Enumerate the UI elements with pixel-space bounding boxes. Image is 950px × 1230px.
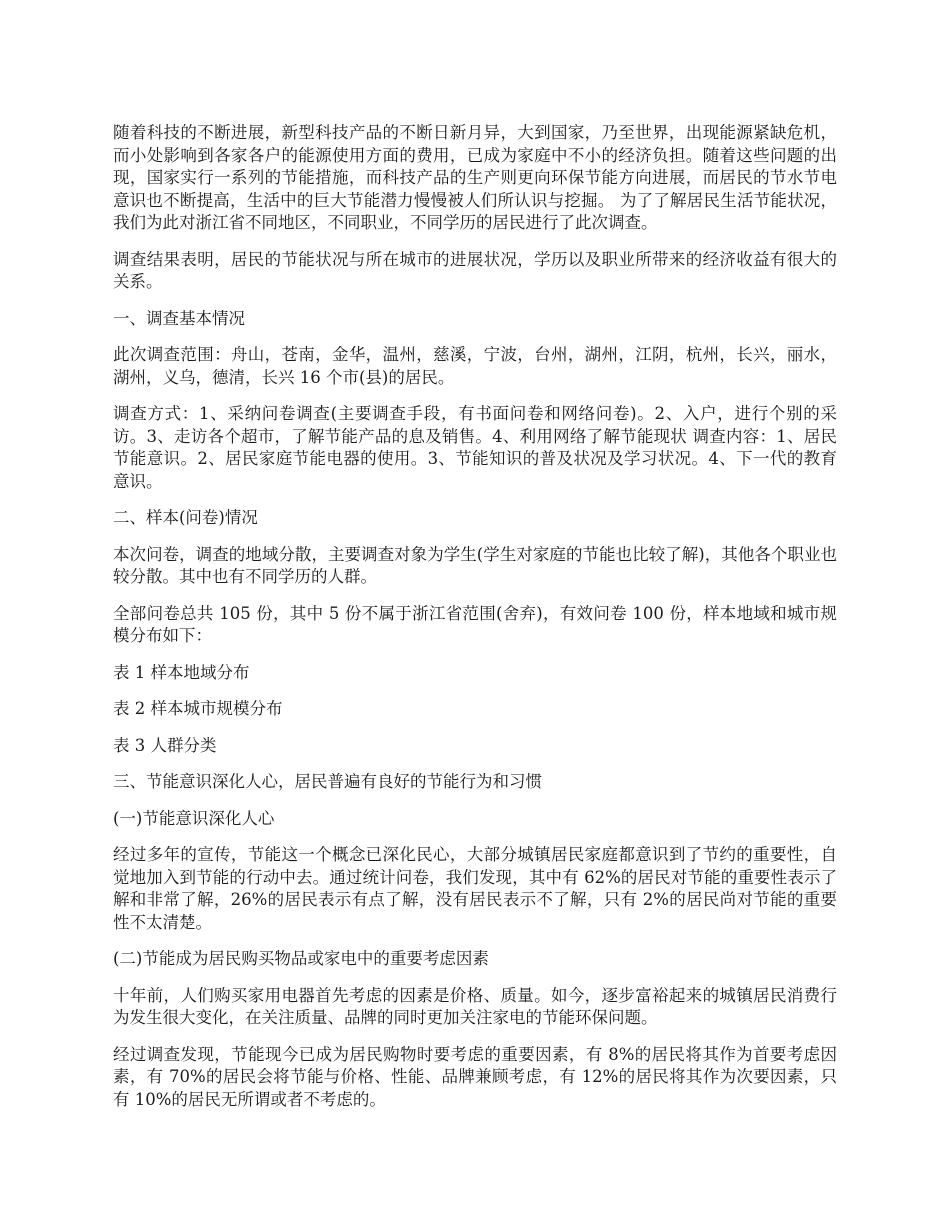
purchase-findings-paragraph: 经过调查发现，节能现今已成为居民购物时要考虑的重要因素，有 8%的居民将其作为首要考虑因素，有 70%的居民会将节能与价格、性能、品牌兼顾考虑，有 12%的居民将其作为次要因素，只有 10%的居民无所谓或者不考虑的。 <box>113 1044 837 1109</box>
table-caption-1: 表 1 样本地域分布 <box>113 662 250 682</box>
survey-scope-paragraph: 此次调查范围：舟山，苍南，金华，温州，慈溪，宁波，台州，湖州，江阴，杭州，长兴，丽水，湖州，义乌，德清，长兴 16 个市(县)的居民。 <box>113 345 837 387</box>
subsection-heading-2: (二)节能成为居民购买物品或家电中的重要考虑因素 <box>113 949 489 968</box>
awareness-paragraph: 经过多年的宣传，节能这一个概念已深化民心，大部分城镇居民家庭都意识到了节约的重要性，自觉地加入到节能的行动中去。通过统计问卷，我们发现，其中有 62%的居民对节能的重要性表示了解和非常了解，26%的居民表示有点了解，没有居民表示不了解，只有 2%的居民尚对节能的重要性不太清楚。 <box>113 845 837 932</box>
section-heading-2: 二、样本(问卷)情况 <box>113 508 258 527</box>
document-body <box>113 122 837 1125</box>
sample-paragraph: 本次问卷，调查的地域分散，主要调查对象为学生(学生对家庭的节能也比较了解)，其他各个职业也较分散。其中也有不同学历的人群。 <box>113 544 837 586</box>
section-heading-1: 一、调查基本情况 <box>113 308 245 328</box>
survey-method-paragraph: 调查方式：1、采纳问卷调查(主要调查手段，有书面问卷和网络问卷)。2、入户，进行个别的采访。3、走访各个超市，了解节能产品的息及销售。4、利用网络了解节能现状 调查内容：1、居民节能意识。2、居民家庭节能电器的使用。3、节能知识的普及状况及学习状况。4、下一代的教育意识。 <box>113 404 837 491</box>
questionnaire-count-paragraph: 全部问卷总共 105 份，其中 5 份不属于浙江省范围(舍弃)，有效问卷 100 份，样本地域和城市规模分布如下： <box>113 603 837 645</box>
summary-paragraph: 调查结果表明，居民的节能状况与所在城市的进展状况，学历以及职业所带来的经济收益有很大的关系。 <box>113 249 837 291</box>
section-heading-3: 三、节能意识深化人心，居民普遍有良好的节能行为和习惯 <box>113 772 542 791</box>
subsection-heading-1: (一)节能意识深化人心 <box>113 808 275 828</box>
table-caption-3: 表 3 人群分类 <box>113 735 217 755</box>
table-caption-2: 表 2 样本城市规模分布 <box>113 699 283 718</box>
intro-paragraph: 随着科技的不断进展，新型科技产品的不断日新月异，大到国家，乃至世界，出现能源紧缺危机，而小处影响到各家各户的能源使用方面的费用，已成为家庭中不小的经济负担。随着这些问题的出现，国家实行一系列的节能措施，而科技产品的生产则更向环保节能方向进展，而居民的节水节电意识也不断提高，生活中的巨大节能潜力慢慢被人们所认识与挖掘。 为了了解居民生活节能状况，我们为此对浙江省不同地区，不同职业，不同学历的居民进行了此次调查。 <box>113 123 837 232</box>
purchase-history-paragraph: 十年前，人们购买家用电器首先考虑的因素是价格、质量。如今，逐步富裕起来的城镇居民消费行为发生很大变化，在关注质量、品牌的同时更加关注家电的节能环保问题。 <box>113 985 837 1027</box>
